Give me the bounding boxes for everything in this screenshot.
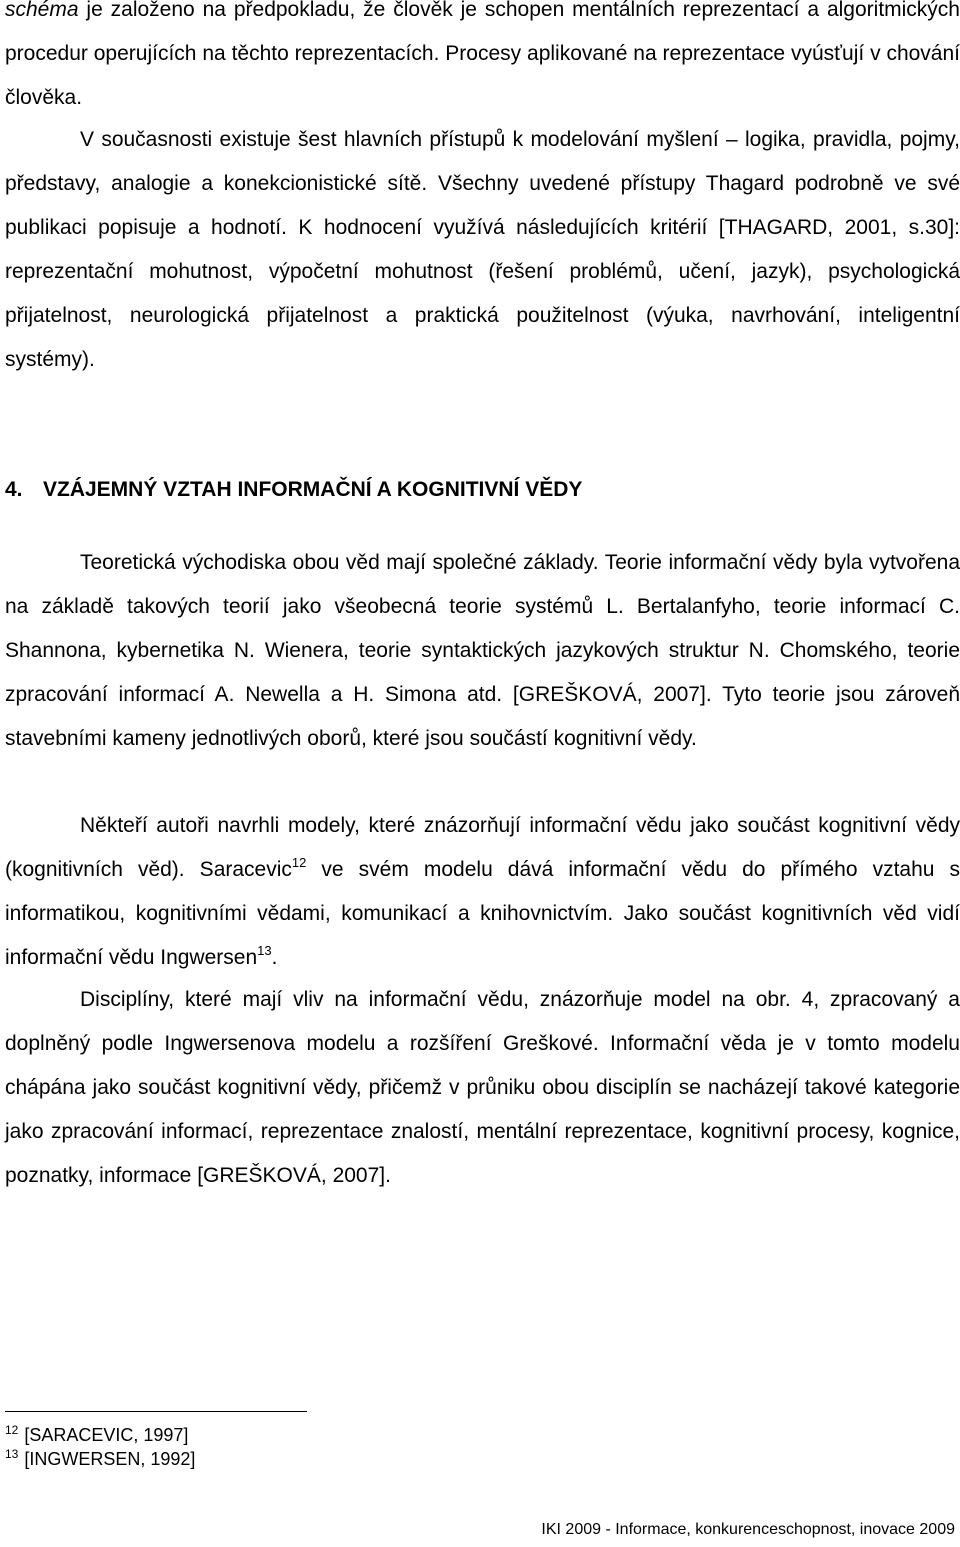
- paragraph-4-part3: .: [271, 946, 278, 969]
- footnote-13: [5, 1448, 195, 1470]
- footnote-text: [INGWERSEN, 1992]: [24, 1449, 196, 1469]
- footnote-12: [5, 1424, 188, 1446]
- footnote-ref-13[interactable]: 13: [257, 943, 272, 958]
- paragraph-5: Disciplíny, které mají vliv na informační vědu, znázorňuje model na obr. 4, zpracovaný a doplněný podle Ingwersenova modelu a rozšíření Greškové. Informační věda je v tomto modelu chápána jako součást kognitivní vědy, přičemž v průniku obou disciplín se nacházejí takové kategorie jako zpracování informací, reprezentace znalostí, mentální reprezentace, kognitivní procesy, kognice, poznatky, informace [GREŠKOVÁ, 2007].: [5, 988, 960, 1187]
- paragraph-4-part2: ve svém modelu dává informační vědu do přímého vztahu s informatikou, kognitivními vědami, komunikací a knihovnictvím. Jako součást kognitivních věd vidí informační vědu Ingwersen: [5, 858, 960, 969]
- paragraph-4: [5, 804, 960, 980]
- paragraph-2: V současnosti existuje šest hlavních přístupů k modelování myšlení – logika, pravidla, pojmy, představy, analogie a konekcionistické sítě. Všechny uvedené přístupy Thagard podrobně ve své publikaci popisuje a hodnotí. K hodnocení využívá následujících kritérií [THAGARD, 2001, s.30]: reprezentační mohutnost, výpočetní mohutnost (řešení problémů, učení, jazyk), psychologická přijatelnost, neurologická přijatelnost a praktická použitelnost (výuka, navrhování, inteligentní systémy).: [5, 128, 960, 371]
- paragraph-3: Teoretická východiska obou věd mají společné základy. Teorie informační vědy byla vytvořena na základě takových teorií jako všeobecná teorie systémů L. Bertalanfyho, teorie informací C. Shannona, kybernetika N. Wienera, teorie syntaktických jazykových struktur N. Chomského, teorie zpracování informací A. Newella a H. Simona atd. [GREŠKOVÁ, 2007]. Tyto teorie jsou zároveň stavebními kameny jednotlivých oborů, které jsou součástí kognitivní vědy.: [5, 551, 960, 750]
- footnote-ref-12[interactable]: 12: [291, 855, 307, 870]
- paragraph-1-italic: schéma: [5, 0, 79, 21]
- page-footer: IKI 2009 - Informace, konkurenceschopnost, inovace 2009: [541, 1521, 955, 1538]
- footnote-text: [SARACEVIC, 1997]: [24, 1425, 189, 1445]
- paragraph-4-part1: Někteří autoři navrhli modely, které znázorňují informační vědu jako součást kognitivní vědy (kognitivních věd). Saracevic: [5, 814, 960, 881]
- footnote-number: 13: [5, 1447, 19, 1461]
- paragraph-1-text: je založeno na předpokladu, že člověk je schopen mentálních reprezentací a algoritmických procedur operujících na těchto reprezentacích. Procesy aplikované na reprezentace vyúsťují v chování člověka.: [5, 0, 960, 109]
- footnote-number: 12: [5, 1423, 19, 1437]
- section-heading: [5, 468, 960, 512]
- paragraph-1: [5, 0, 960, 120]
- section-number: 4.: [5, 478, 23, 501]
- section-title: VZÁJEMNÝ VZTAH INFORMAČNÍ A KOGNITIVNÍ VĚDY: [43, 478, 583, 501]
- footnote-divider: [5, 1411, 307, 1412]
